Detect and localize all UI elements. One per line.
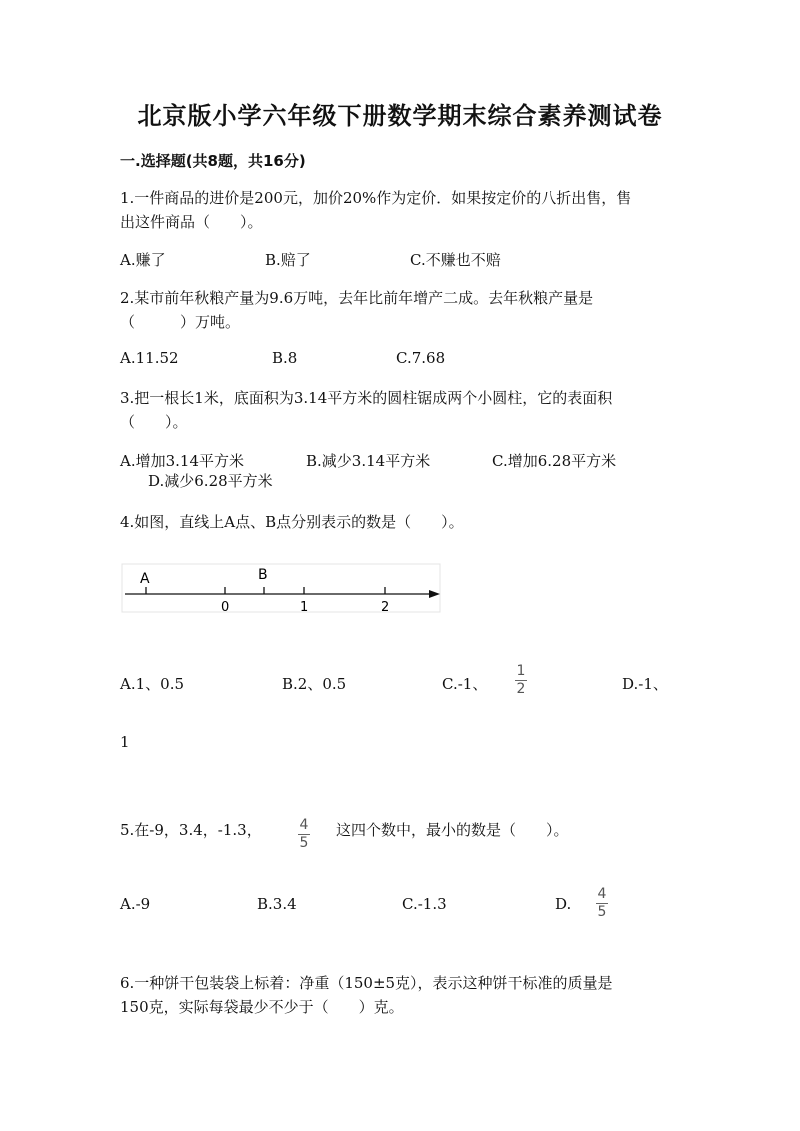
q1-option-a: A.赚了 — [120, 251, 166, 269]
q5-option-d: D. — [555, 895, 572, 913]
question-2-line-1: 2.某市前年秋粮产量为9.6万吨，去年比前年增产二成。去年秋粮产量是 — [120, 289, 594, 307]
question-6-line-2: 150克，实际每袋最少不少于（ ）克。 — [120, 998, 404, 1016]
question-4: 4.如图，直线上A点、B点分别表示的数是（ ）。 — [120, 513, 464, 531]
tick-label-0: 0 — [221, 600, 230, 615]
tick-label-2: 2 — [381, 600, 390, 615]
q4-option-c: C.-1、 — [442, 675, 488, 693]
point-b-label: B — [258, 567, 268, 583]
tick-label-1: 1 — [300, 600, 309, 615]
number-line-figure — [120, 562, 450, 618]
page-title: 北京版小学六年级下册数学期末综合素养测试卷 — [137, 101, 663, 130]
fraction-denominator: 5 — [299, 835, 309, 851]
question-2-line-2: （ ）万吨。 — [120, 313, 241, 331]
question-6 — [120, 971, 613, 1019]
q2-option-a: A.11.52 — [120, 349, 179, 367]
question-5-suffix: 这四个数中，最小的数是（ ）。 — [336, 821, 569, 839]
question-3 — [120, 386, 612, 434]
q3-option-d: D.减少6.28平方米 — [148, 472, 273, 490]
fraction-denominator: 2 — [516, 681, 526, 697]
q4-option-d: D.-1、 — [622, 675, 668, 693]
question-3-line-1: 3.把一根长1米，底面积为3.14平方米的圆柱锯成两个小圆柱，它的表面积 — [120, 389, 613, 407]
question-2 — [120, 286, 593, 334]
q5-option-c: C.-1.3 — [402, 895, 447, 913]
q3-option-b: B.减少3.14平方米 — [306, 452, 431, 470]
fraction-numerator: 4 — [299, 817, 309, 833]
question-1-line-1: 1.一件商品的进价是200元，加价20%作为定价．如果按定价的八折出售，售 — [120, 189, 632, 207]
q4-option-a: A.1、0.5 — [120, 675, 184, 693]
q4-option-c-fraction — [515, 664, 527, 697]
section-heading: 一.选择题(共8题，共16分) — [120, 152, 306, 170]
question-5-prefix: 5.在-9，3.4，-1.3， — [120, 821, 262, 839]
question-1 — [120, 186, 631, 234]
q4-option-b: B.2、0.5 — [282, 675, 347, 693]
q1-option-b: B.赔了 — [265, 251, 311, 269]
question-1-line-2: 出这件商品（ ）。 — [120, 213, 263, 231]
q3-option-a: A.增加3.14平方米 — [120, 452, 244, 470]
fraction-numerator: 1 — [516, 663, 526, 679]
q2-option-c: C.7.68 — [396, 349, 446, 367]
q5-option-d-fraction — [596, 887, 608, 920]
q3-option-c: C.增加6.28平方米 — [492, 452, 617, 470]
q5-option-a: A.-9 — [120, 895, 151, 913]
question-6-line-1: 6.一种饼干包装袋上标着：净重（150±5克），表示这种饼干标准的质量是 — [120, 974, 613, 992]
q5-option-b: B.3.4 — [257, 895, 297, 913]
q2-option-b: B.8 — [272, 349, 298, 367]
question-3-line-2: （ ）。 — [120, 413, 188, 431]
q4-option-d-continued: 1 — [120, 733, 130, 751]
point-a-label: A — [140, 571, 150, 587]
fraction-denominator: 5 — [597, 904, 607, 920]
q1-option-c: C.不赚也不赔 — [410, 251, 501, 269]
number-line-arrow — [429, 590, 440, 598]
question-5-fraction — [298, 818, 310, 851]
fraction-numerator: 4 — [597, 886, 607, 902]
